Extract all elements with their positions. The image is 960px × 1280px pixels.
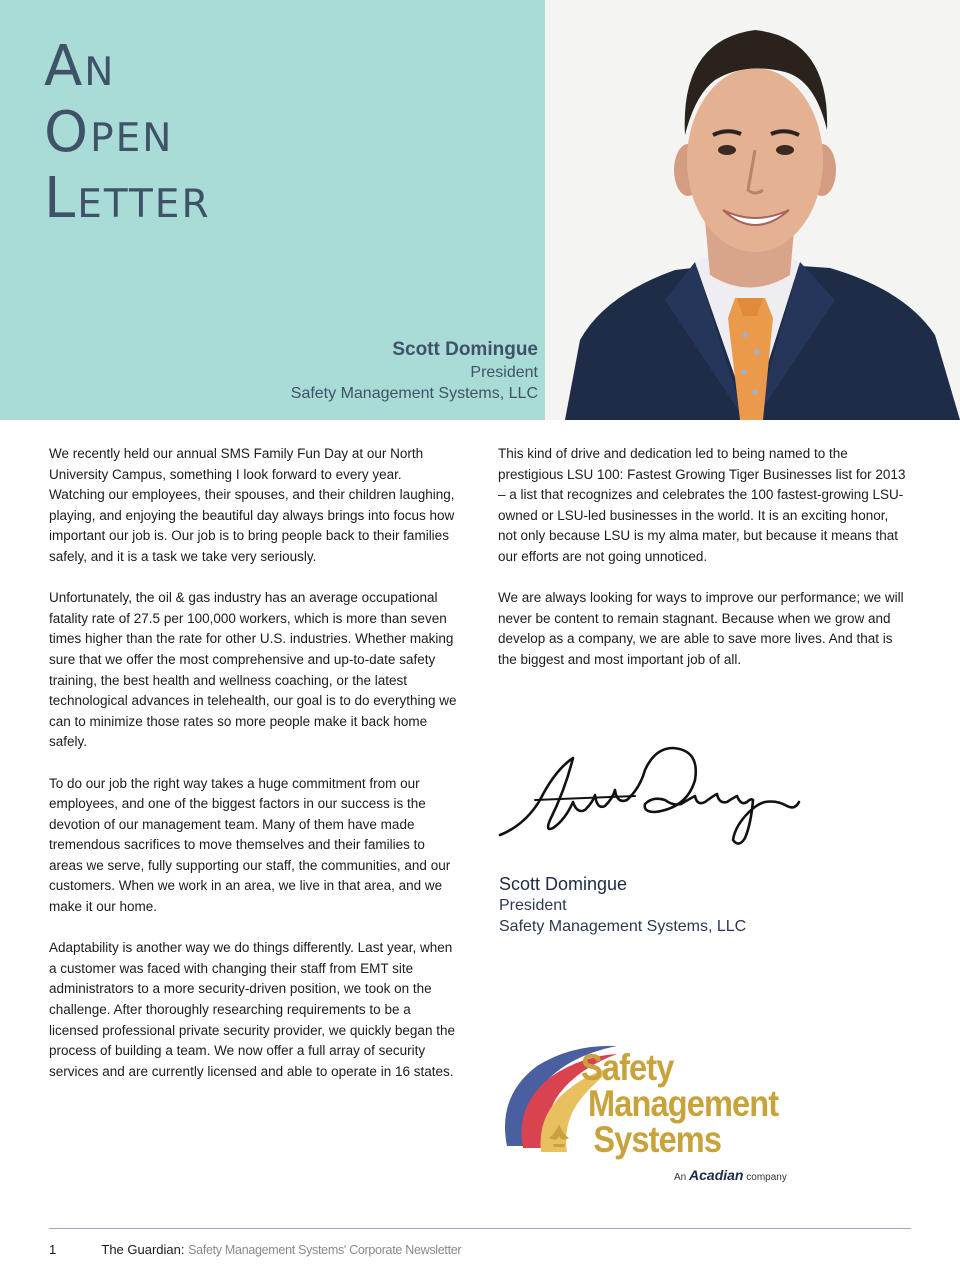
paragraph: Adaptability is another way we do things differently. Last year, when a customer was faced with changing their staff from EMT site administrators to a more security-driven position, we took on the challenge. After thoroughly researching requirements to be a licensed professional private security provider, we quickly began the process of building a team. We now offer a full array of security services and are currently licensed and able to operate in 16 states. [49,940,455,1079]
tagline-prefix: An [674,1172,687,1183]
page-number: 1 [49,1242,57,1257]
byline-company: Safety Management Systems, LLC [290,385,538,402]
signoff-role: President [499,897,567,914]
title-line-2: Open [44,100,174,165]
signoff-block [499,873,746,937]
sms-logo [497,1036,807,1186]
letter-column-right [498,444,908,691]
logo-tagline [674,1167,787,1183]
page-footer [49,1241,461,1259]
paragraph: This kind of drive and dedication led to being named to the prestigious LSU 100: Fastest Growing Tiger Businesses list for 2013 – a list that recognizes and celebrates the 100 fastest-growing LSU-owned or LSU-led businesses in the world. It is an exciting honor, not only because LSU is my alma mater, but because it means that our efforts are not going unnoticed. [498,446,906,564]
title-line-3: Letter [44,166,211,231]
signoff-name: Scott Domingue [499,874,628,894]
paragraph: Unfortunately, the oil & gas industry has an average occupational fatality rate of 27.5 per 100,000 workers, which is more than seven times higher than the rate for other U.S. industries. Whether making sure that we offer the most comprehensive and up-to-date safety training, the best health and wellness coaching, or the latest technological advances in telehealth, our goal is to do everything we can to minimize those rates so more people make it back home safely. [49,590,457,750]
hero-byline [291,338,538,404]
logo-line-2: Management [588,1083,779,1124]
logo-line-1: Safety [581,1047,674,1088]
tagline-suffix: company [746,1172,787,1183]
president-portrait [545,0,960,420]
publication-name: The Guardian: [101,1242,185,1257]
paragraph: We are always looking for ways to improve our performance; we will never be content to remain stagnant. Because when we grow and develop as a company, we are able to save more lives. And that is the biggest and most important job of all. [498,590,904,667]
letter-column-left [49,444,459,1103]
byline-name: Scott Domingue [392,339,538,360]
paragraph: We recently held our annual SMS Family Fun Day at our North University Campus, something I look forward to every year. Watching our employees, their spouses, and their children laughing, playing, and enjoying the beautiful day always brings into focus how important our job is. Our job is to bring people back to their families safely, and it is a task we take very seriously. [49,446,455,564]
footer-divider [49,1228,911,1229]
handwritten-signature [495,740,805,850]
hero-banner [0,0,960,420]
logo-line-3: Systems [593,1119,722,1160]
publication-subtitle: Safety Management Systems' Corporate Newsletter [188,1243,462,1257]
paragraph: To do our job the right way takes a huge commitment from our employees, and one of the biggest factors in our success is the devotion of our management team. Many of them have made tremendous sacrifices to move themselves and their families to areas we serve, fully supporting our staff, the communities, and our customers. When we work in an area, we live in that area, and we make it our home. [49,775,451,915]
signoff-company: Safety Management Systems, LLC [499,918,747,935]
byline-role: President [470,364,538,381]
logo-wordmark [581,1047,779,1160]
page-title [44,34,211,232]
title-line-1: An [44,34,116,99]
tagline-brand: Acadian [689,1167,744,1183]
